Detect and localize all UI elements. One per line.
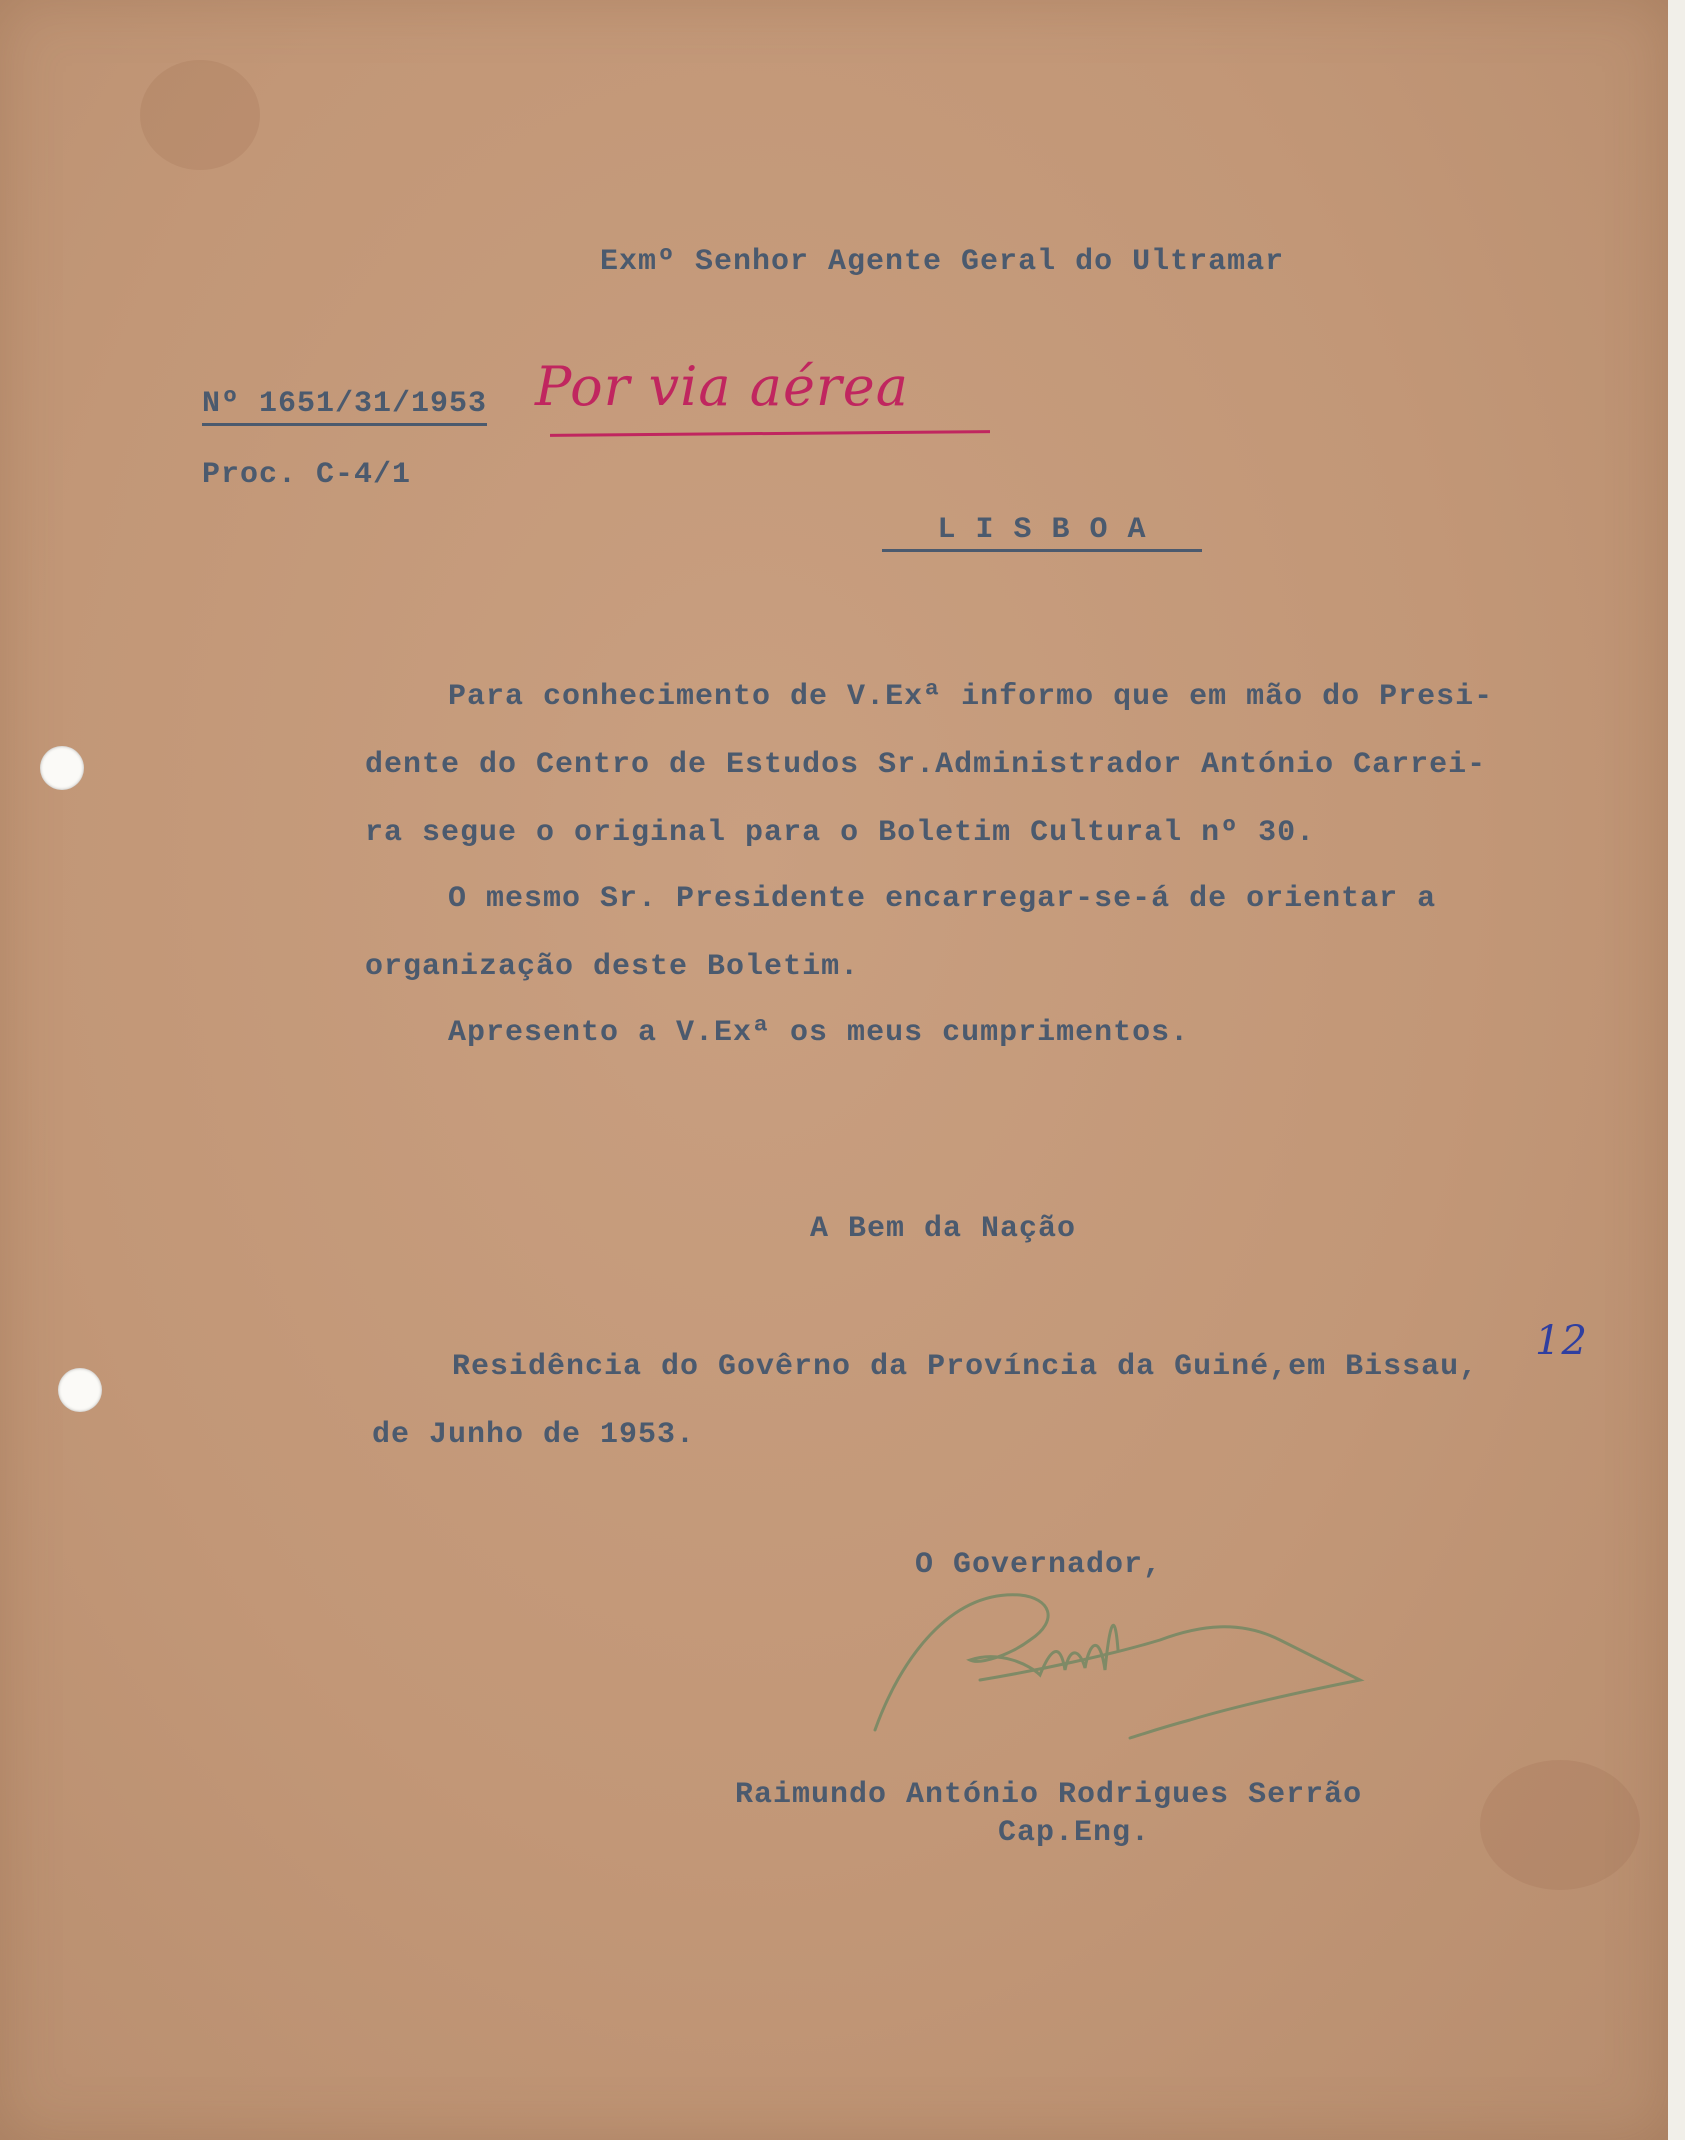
paper-stain — [140, 60, 260, 170]
city-heading: L I S B O A — [882, 513, 1202, 552]
airmail-handwritten-note: Por via aérea — [535, 355, 909, 418]
airmail-underline — [550, 430, 990, 437]
body-line: Para conhecimento de V.Exª informo que em mão do Presi- — [448, 680, 1494, 714]
reference-number: Nº 1651/31/1953 — [202, 387, 487, 426]
signature-mark — [860, 1580, 1380, 1740]
signoff: O Governador, — [915, 1548, 1163, 1582]
paper-stain — [1480, 1760, 1640, 1890]
place-date-line: Residência do Govêrno da Província da Guiné,em Bissau, — [452, 1350, 1479, 1384]
body-line: organização deste Boletim. — [365, 950, 860, 984]
process-reference: Proc. C-4/1 — [202, 458, 412, 492]
place-date-line: de Junho de 1953. — [372, 1418, 696, 1452]
signer-name: Raimundo António Rodrigues Serrão — [735, 1778, 1363, 1812]
salutation: A Bem da Nação — [810, 1212, 1077, 1246]
signer-title: Cap.Eng. — [998, 1816, 1151, 1850]
body-line: O mesmo Sr. Presidente encarregar-se-á de orientar a — [448, 882, 1437, 916]
scan-edge — [1668, 0, 1685, 2140]
handwritten-day: 12 — [1535, 1318, 1588, 1364]
body-line: Apresento a V.Exª os meus cumprimentos. — [448, 1016, 1190, 1050]
body-line: ra segue o original para o Boletim Cultural nº 30. — [365, 816, 1316, 850]
punch-hole — [58, 1368, 102, 1412]
punch-hole — [40, 746, 84, 790]
addressee-line: Exmº Senhor Agente Geral do Ultramar — [600, 245, 1285, 279]
body-line: dente do Centro de Estudos Sr.Administrador António Carrei- — [365, 748, 1487, 782]
